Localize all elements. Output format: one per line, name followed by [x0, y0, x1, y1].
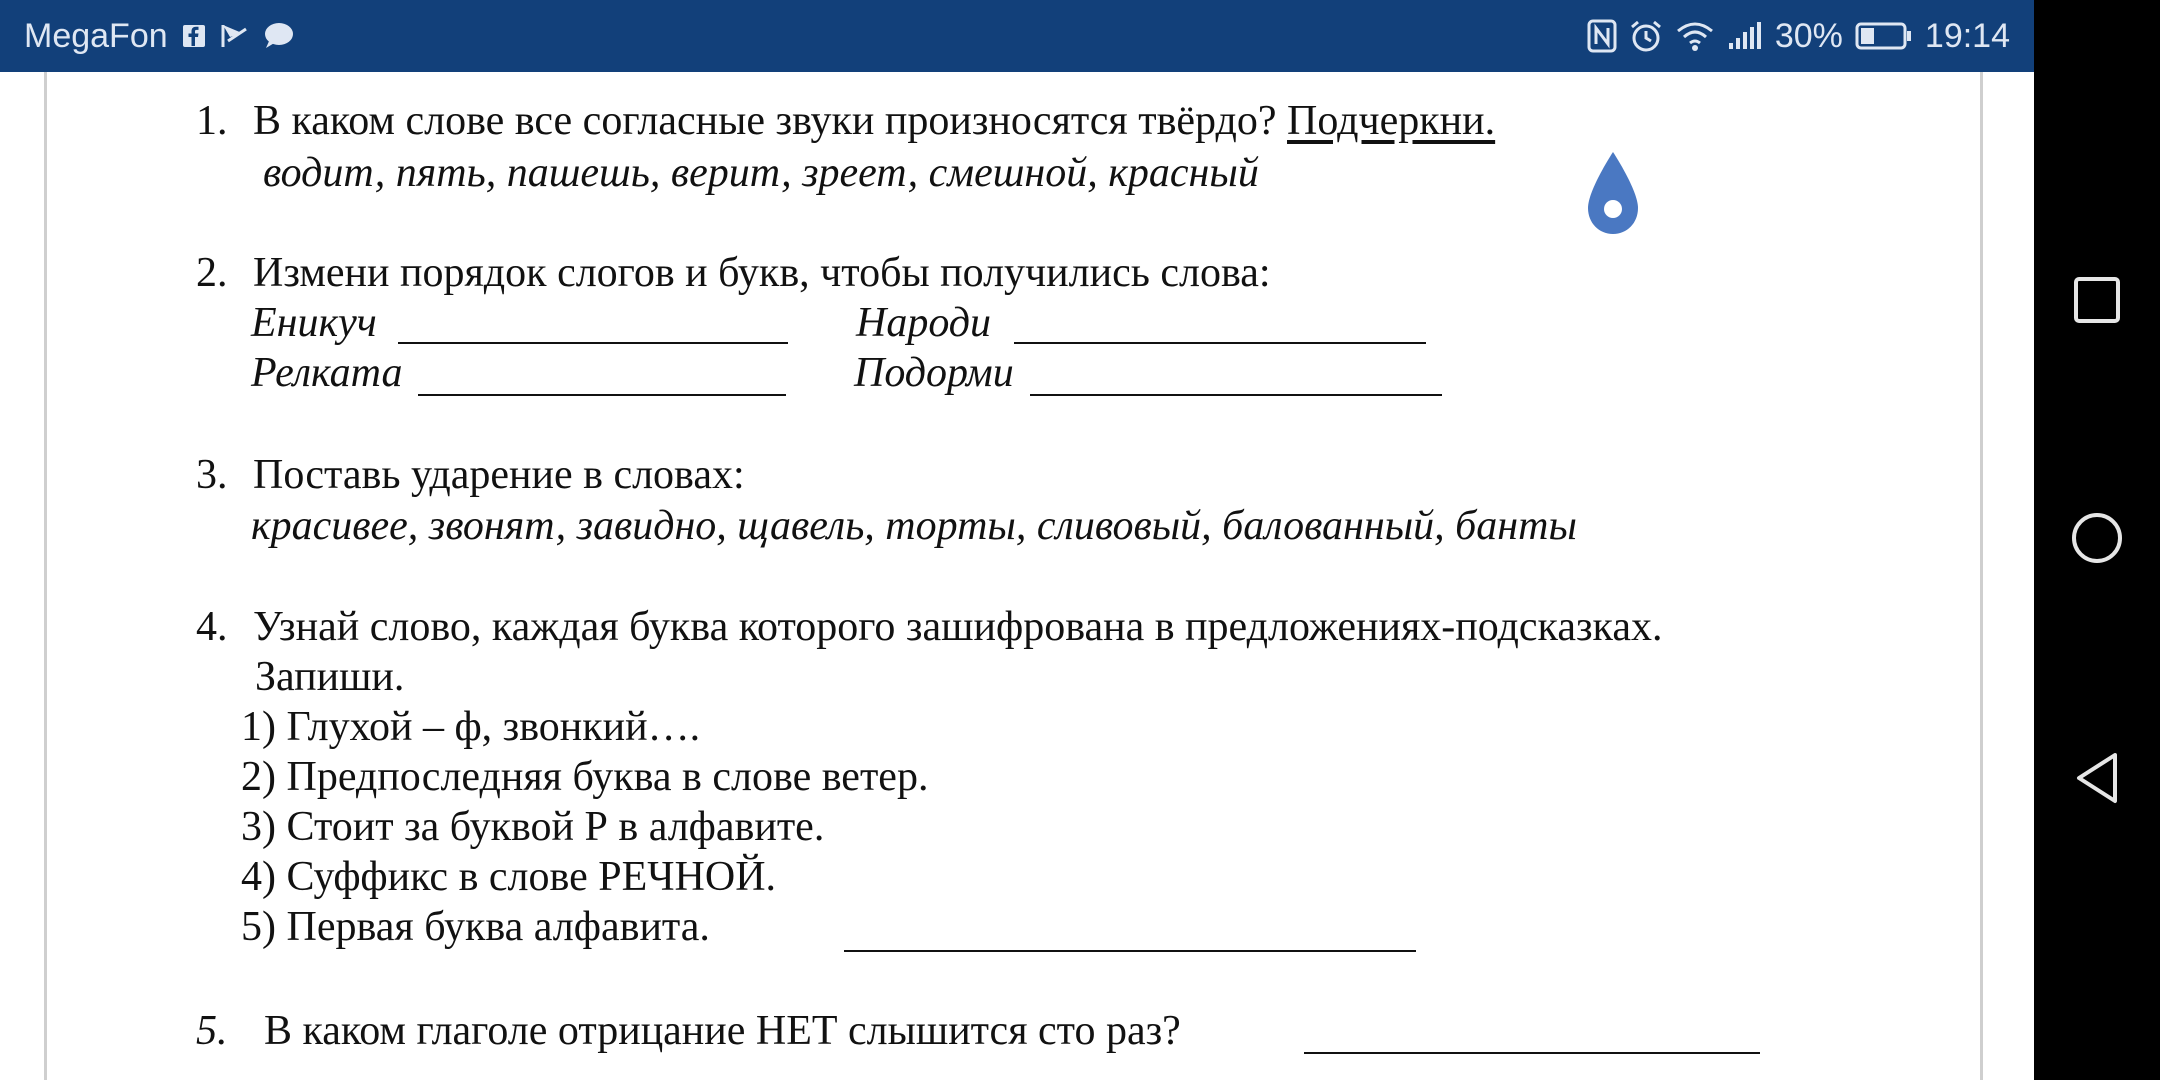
text-cursor-handle[interactable]	[1584, 150, 1642, 243]
q2-word-2: Народи	[856, 300, 992, 346]
page-edge-left	[44, 72, 47, 1080]
q2-word-1: Еникуч	[251, 300, 377, 346]
q4-text: Узнай слово, каждая буква которого зашифрована в предложениях-подсказках.	[253, 604, 1663, 650]
q1-text	[253, 100, 1495, 142]
q1-underlined: Подчеркни.	[1287, 98, 1496, 144]
q5-answer-blank	[1304, 1052, 1760, 1054]
alarm-icon	[1629, 19, 1663, 53]
carrier-name: MegaFon	[24, 16, 168, 55]
q2-word-4: Подорми	[854, 350, 1014, 396]
q4-number: 4.	[196, 604, 228, 650]
flag-icon	[220, 23, 248, 49]
home-button[interactable]	[2034, 478, 2160, 598]
drop-icon	[1584, 150, 1642, 238]
q4-hint-4: 4) Суффикс в слове РЕЧНОЙ.	[241, 854, 777, 900]
home-icon	[2070, 511, 2124, 565]
q3-text: Поставь ударение в словах:	[253, 452, 745, 498]
recent-apps-icon	[2073, 276, 2121, 324]
page-edge-right	[1980, 72, 1983, 1080]
recent-apps-button[interactable]	[2034, 240, 2160, 360]
q2-blank-2	[1014, 342, 1426, 344]
navigation-bar	[2034, 0, 2160, 1080]
signal-icon	[1727, 21, 1763, 51]
q5-number: 5.	[196, 1008, 228, 1054]
q4-hint-2: 2) Предпоследняя буква в слове ветер.	[241, 754, 929, 800]
q4-hint-1: 1) Глухой – ф, звонкий….	[241, 704, 701, 750]
q4-hint-3: 3) Стоит за буквой Р в алфавите.	[241, 804, 825, 850]
q1-question: В каком слове все согласные звуки произносятся твёрдо?	[253, 98, 1288, 144]
q2-blank-3	[418, 394, 786, 396]
q3-number: 3.	[196, 452, 228, 498]
q1-words: водит, пять, пашешь, верит, зреет, смешной, красный	[263, 150, 1259, 196]
clock: 19:14	[1924, 16, 2010, 55]
back-icon	[2073, 751, 2121, 805]
q4-hint-5: 5) Первая буква алфавита.	[241, 904, 710, 950]
back-button[interactable]	[2034, 718, 2160, 838]
battery-icon	[1855, 21, 1913, 51]
q1-number: 1.	[196, 98, 228, 144]
q4-text-2: Запиши.	[255, 654, 405, 700]
wifi-icon	[1675, 20, 1715, 52]
nfc-icon	[1587, 19, 1617, 53]
status-bar	[0, 0, 2034, 72]
q2-blank-4	[1030, 394, 1442, 396]
battery-percent: 30%	[1774, 16, 1843, 55]
q2-text: Измени порядок слогов и букв, чтобы получились слова:	[253, 250, 1271, 296]
q2-blank-1	[398, 342, 788, 344]
q2-word-3: Релката	[251, 350, 403, 396]
chat-icon	[262, 22, 294, 50]
q5-text: В каком глаголе отрицание НЕТ слышится сто раз?	[264, 1008, 1181, 1054]
q4-answer-blank	[844, 950, 1416, 952]
facebook-icon	[182, 24, 206, 48]
q3-words: красивее, звонят, завидно, щавель, торты, сливовый, балованный, банты	[251, 503, 1577, 549]
q2-number: 2.	[196, 250, 228, 296]
